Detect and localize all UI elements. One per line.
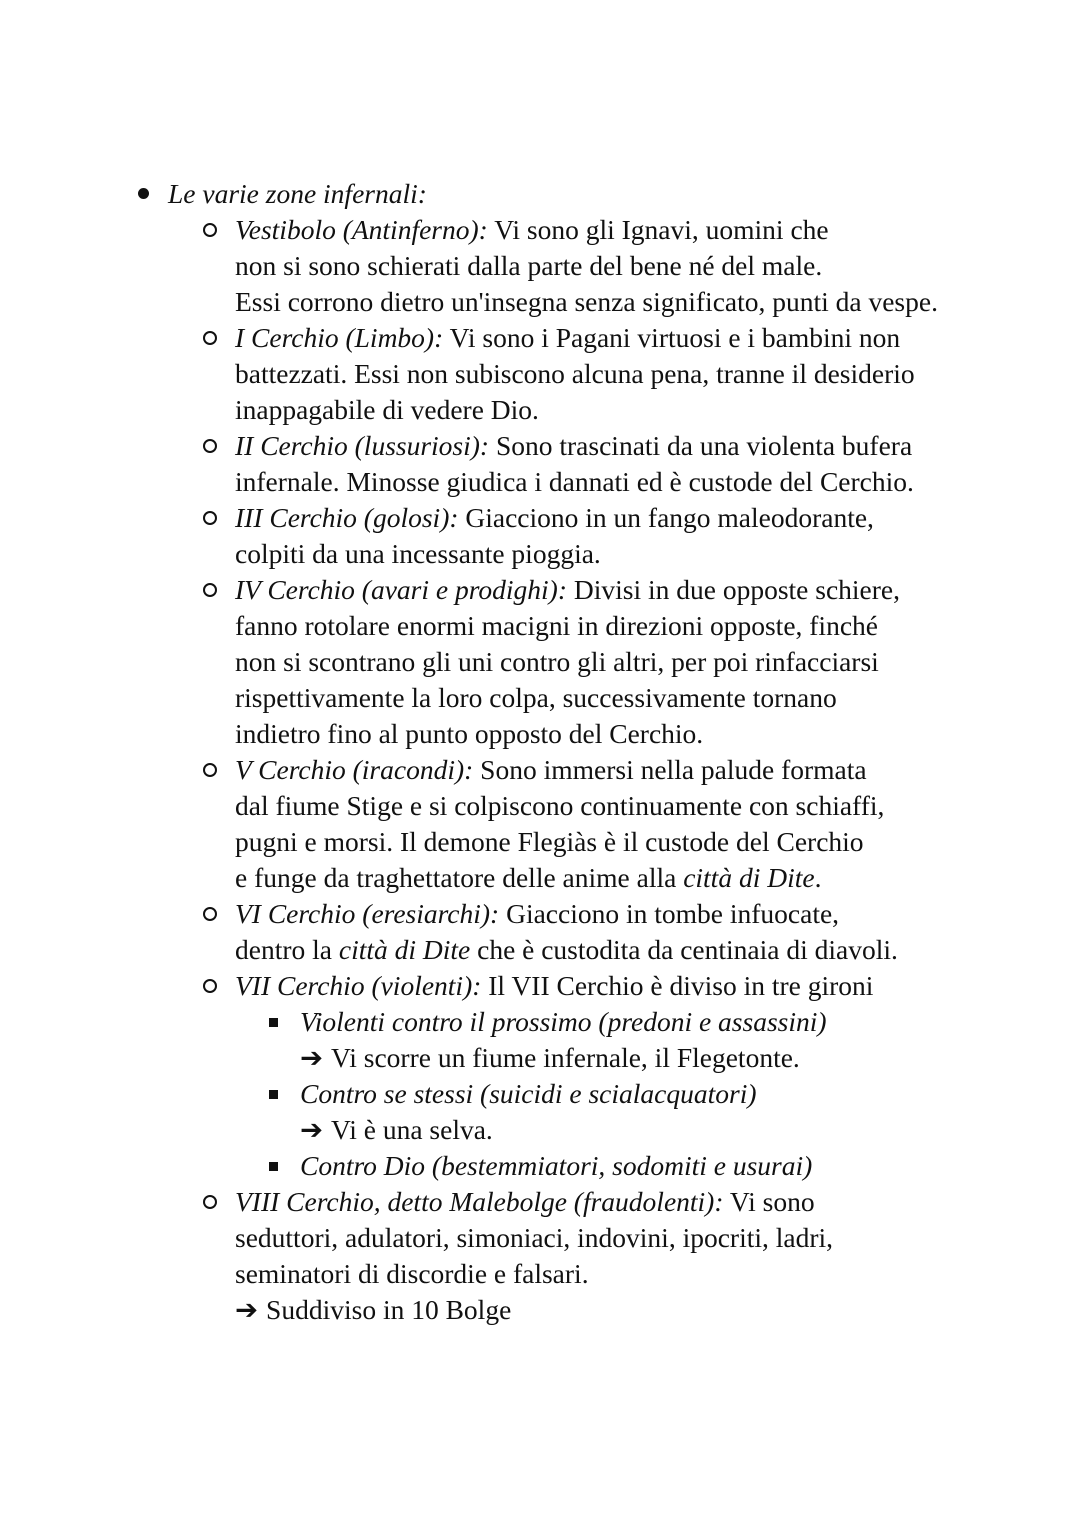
circle-bullet-icon xyxy=(203,511,217,525)
sub-item-text: Contro se stessi (suicidi e scialacquatori) xyxy=(300,1078,757,1109)
arrow-icon: ➔ xyxy=(235,1294,259,1325)
note-text: Vi scorre un fiume infernale, il Flegetonte. xyxy=(331,1042,800,1073)
item-text: dentro la xyxy=(235,934,339,965)
item-line: pugni e morsi. Il demone Flegiàs è il custode del Cerchio xyxy=(235,826,864,857)
circle-bullet-icon xyxy=(203,223,217,237)
item-text: Divisi in due opposte schiere, xyxy=(566,574,900,605)
item-heading: II Cerchio (lussuriosi): xyxy=(235,430,490,461)
item-heading: IV Cerchio (avari e prodighi): xyxy=(235,574,567,605)
outline-list xyxy=(0,176,1080,1328)
list-item xyxy=(0,572,1080,608)
note-text: Suddiviso in 10 Bolge xyxy=(266,1294,512,1325)
item-line: infernale. Minosse giudica i dannati ed è custode del Cerchio. xyxy=(235,466,914,497)
item-text: Vi sono gli Ignavi, uomini che xyxy=(487,214,829,245)
item-note xyxy=(0,1292,1080,1328)
circle-bullet-icon xyxy=(203,979,217,993)
circle-bullet-icon xyxy=(203,907,217,921)
item-line: fanno rotolare enormi macigni in direzioni opposte, finché xyxy=(235,610,878,641)
item-italic-text: città di Dite xyxy=(338,934,471,965)
list-item xyxy=(0,968,1080,1004)
item-line: inappagabile di vedere Dio. xyxy=(235,394,539,425)
item-heading: VIII Cerchio, detto Malebolge (fraudolenti): xyxy=(235,1186,724,1217)
item-text: Giacciono in tombe infuocate, xyxy=(499,898,840,929)
item-line: dal fiume Stige e si colpiscono continuamente con schiaffi, xyxy=(235,790,885,821)
item-line: seduttori, adulatori, simoniaci, indovini, ipocriti, ladri, xyxy=(235,1222,834,1253)
item-line: non si scontrano gli uni contro gli altri, per poi rinfacciarsi xyxy=(235,646,879,677)
list-item xyxy=(0,212,1080,248)
item-heading: Vestibolo (Antinferno): xyxy=(235,214,488,245)
item-heading: V Cerchio (iracondi): xyxy=(235,754,474,785)
sub-item-note xyxy=(0,1112,1080,1148)
list-item xyxy=(0,752,1080,788)
item-italic-text: città di Dite xyxy=(683,862,815,893)
item-line: rispettivamente la loro colpa, successivamente tornano xyxy=(235,682,837,713)
bullet-icon xyxy=(138,188,149,199)
item-heading: VII Cerchio (violenti): xyxy=(235,970,482,1001)
item-text: e funge da traghettatore delle anime alla xyxy=(235,862,684,893)
item-text: Vi sono xyxy=(723,1186,815,1217)
intro-text: Le varie zone infernali: xyxy=(168,178,427,209)
square-bullet-icon xyxy=(269,1018,278,1027)
item-line: seminatori di discordie e falsari. xyxy=(235,1258,589,1289)
sub-item-note xyxy=(0,1040,1080,1076)
list-item xyxy=(0,896,1080,932)
item-heading: VI Cerchio (eresiarchi): xyxy=(235,898,500,929)
circle-bullet-icon xyxy=(203,331,217,345)
item-text: Il VII Cerchio è diviso in tre gironi xyxy=(481,970,874,1001)
list-item xyxy=(0,1184,1080,1220)
sub-item-text: Violenti contro il prossimo (predoni e assassini) xyxy=(300,1006,827,1037)
item-heading: III Cerchio (golosi): xyxy=(235,502,459,533)
circle-bullet-icon xyxy=(203,583,217,597)
sub-list-item xyxy=(0,1148,1080,1184)
square-bullet-icon xyxy=(269,1162,278,1171)
item-line xyxy=(0,932,1080,968)
circle-bullet-icon xyxy=(203,763,217,777)
square-bullet-icon xyxy=(269,1090,278,1099)
item-line: indietro fino al punto opposto del Cerchio. xyxy=(235,718,704,749)
item-text: . xyxy=(814,862,822,893)
arrow-icon: ➔ xyxy=(300,1114,324,1145)
list-item xyxy=(0,500,1080,536)
sub-item-text: Contro Dio (bestemmiatori, sodomiti e usurai) xyxy=(300,1150,813,1181)
item-heading: I Cerchio (Limbo): xyxy=(235,322,444,353)
item-text: Giacciono in un fango maleodorante, xyxy=(458,502,874,533)
item-line: battezzati. Essi non subiscono alcuna pena, tranne il desiderio xyxy=(235,358,915,389)
sub-list-item xyxy=(0,1004,1080,1040)
item-line: colpiti da una incessante pioggia. xyxy=(235,538,601,569)
list-item xyxy=(0,320,1080,356)
intro-item xyxy=(0,176,1080,212)
sub-list-item xyxy=(0,1076,1080,1112)
circle-bullet-icon xyxy=(203,1195,217,1209)
circle-bullet-icon xyxy=(203,439,217,453)
item-line: non si sono schierati dalla parte del bene né del male. xyxy=(235,250,823,281)
item-text: Sono immersi nella palude formata xyxy=(473,754,867,785)
item-text: Vi sono i Pagani virtuosi e i bambini non xyxy=(443,322,901,353)
item-line: Essi corrono dietro un'insegna senza significato, punti da vespe. xyxy=(235,286,938,317)
arrow-icon: ➔ xyxy=(300,1042,324,1073)
item-text: Sono trascinati da una violenta bufera xyxy=(489,430,913,461)
item-text: che è custodita da centinaia di diavoli. xyxy=(470,934,898,965)
list-item xyxy=(0,428,1080,464)
item-line xyxy=(0,860,1080,896)
note-text: Vi è una selva. xyxy=(331,1114,493,1145)
